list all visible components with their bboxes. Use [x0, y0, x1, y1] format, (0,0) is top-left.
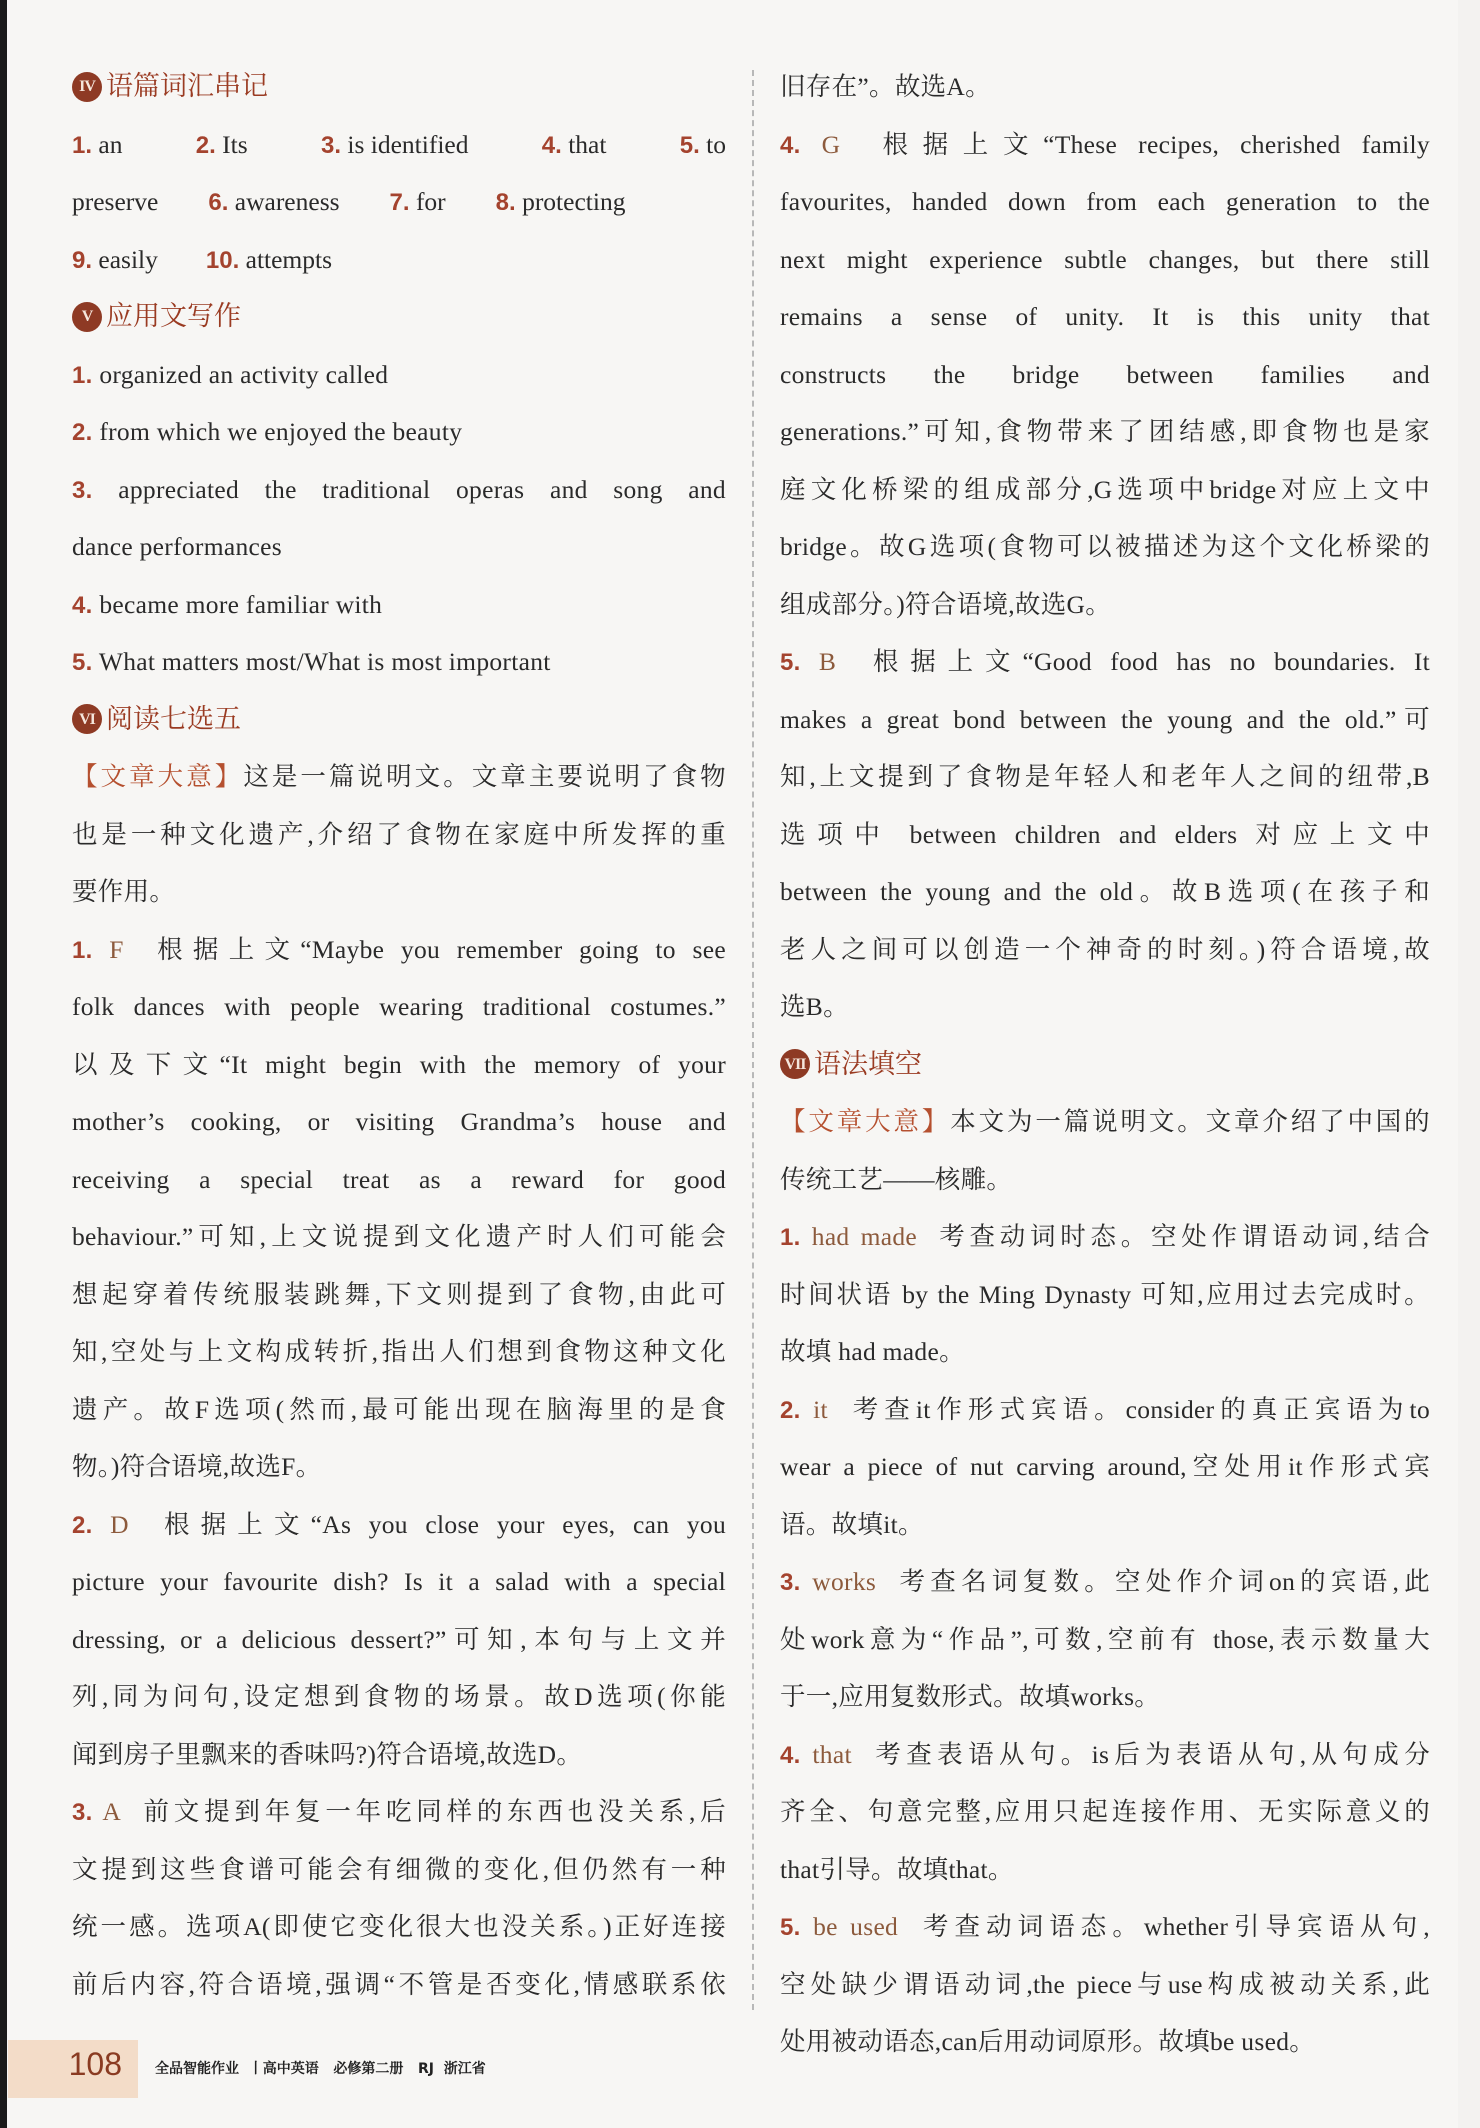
answer-letter: B	[818, 647, 837, 676]
explanation-line: 故填 had made。	[780, 1337, 965, 1366]
explanation-line: receiving a special treat as a reward for good	[72, 1164, 726, 1194]
explanation-line: 统一感。选项A(即使它变化很大也没关系。)正好连接	[72, 1912, 726, 1941]
explanation-line: wear a piece of nut carving around,空处用it作形式宾	[780, 1452, 1430, 1481]
section-vii-heading	[780, 1036, 1430, 1094]
page-number: 108	[68, 2046, 122, 2082]
vocab-item: 5. to	[679, 129, 726, 159]
explanation-line: folk dances with people wearing traditional costumes.”	[72, 992, 726, 1021]
explanation-line: 列,同为问句,设定想到食物的场景。故D选项(你能	[72, 1682, 726, 1711]
explanation-line: 4. G 根据上文“These recipes, cherished family	[780, 129, 1430, 159]
section-v-heading	[72, 288, 726, 346]
explanation-line: 知,空处与上文构成转折,指出人们想到食物这种文化	[72, 1337, 726, 1366]
explanation-line: 前后内容,符合语境,强调“不管是否变化,情感联系依	[72, 1969, 726, 1999]
explanation-line: 知,上文提到了食物是年轻人和老年人之间的纽带,B	[780, 762, 1430, 791]
explanation-line: bridge。故G选项(食物可以被描述为这个文化桥梁的	[780, 532, 1430, 561]
explanation-line: 1. F 根据上文“Maybe you remember going to see	[72, 934, 726, 964]
summary-line: 要作用。	[72, 877, 176, 906]
answer-word: that	[812, 1739, 852, 1769]
writing-answer-continuation: dance performances	[72, 532, 282, 561]
writing-answer-item: 5. What matters most/What is most important	[72, 647, 551, 676]
explanation-line: next might experience subtle changes, but there still	[780, 244, 1430, 274]
explanation-line: constructs the bridge between families and	[780, 359, 1430, 389]
explanation-line: 文提到这些食谱可能会有细微的变化,但仍然有一种	[72, 1854, 726, 1884]
explanation-line: 旧存在”。故选A。	[780, 72, 991, 101]
section-title: 语篇词汇串记	[106, 71, 268, 102]
roman-numeral-badge-icon: VI	[72, 704, 102, 734]
explanation-line: 2. it 考查it作形式宾语。consider的真正宾语为to	[780, 1394, 1430, 1424]
vocab-item: 2. Its	[195, 129, 248, 159]
explanation-line: 时间状语 by the Ming Dynasty 可知,应用过去完成时。	[780, 1279, 1430, 1309]
summary-line: 传统工艺——核雕。	[780, 1164, 1013, 1194]
section-iv-heading	[72, 58, 726, 116]
right-column	[780, 58, 1430, 2071]
left-column	[72, 58, 726, 2013]
explanation-line: 遗产。故F选项(然而,最可能出现在脑海里的是食	[72, 1394, 726, 1424]
explanation-line: 2. D 根据上文“As you close your eyes, can you	[72, 1509, 726, 1539]
page-footer	[0, 2040, 1480, 2100]
explanation-line: 选B。	[780, 992, 849, 1021]
vocab-item: 8. protecting	[495, 187, 626, 216]
explanation-line: 5. be used 考查动词语态。whether引导宾语从句,	[780, 1912, 1430, 1941]
explanation-line: dressing, or a delicious dessert?”可知,本句与上文并	[72, 1624, 726, 1654]
explanation-line: 想起穿着传统服装跳舞,下文则提到了食物,由此可	[72, 1279, 726, 1309]
explanation-line: 1. had made 考查动词时态。空处作谓语动词,结合	[780, 1222, 1430, 1251]
vocab-item: 10. attempts	[205, 244, 333, 274]
explanation-line: 处用被动语态,can后用动词原形。故填be used。	[780, 2027, 1316, 2056]
explanation-line: 选项中 between children and elders 对应上文中	[780, 819, 1430, 849]
vocab-answer-row	[72, 231, 726, 289]
answer-letter: A	[102, 1797, 122, 1826]
page-number-box	[8, 2040, 138, 2098]
explanation-line: 闻到房子里飘来的香味吗?)符合语境,故选D。	[72, 1739, 583, 1769]
summary-tag: 【文章大意】	[72, 762, 244, 791]
explanation-line: 组成部分。)符合语境,故选G。	[780, 589, 1112, 619]
explanation-line: 庭文化桥梁的组成部分,G选项中bridge对应上文中	[780, 474, 1430, 504]
explanation-line: 3. works 考查名词复数。空处作介词on的宾语,此	[780, 1567, 1430, 1596]
summary-line: 【文章大意】这是一篇说明文。文章主要说明了食物	[72, 762, 726, 791]
roman-numeral-badge-icon: V	[72, 302, 102, 332]
answer-word: works	[812, 1567, 877, 1596]
vocab-item: 6. awareness	[208, 187, 340, 216]
vocab-answer-row	[72, 173, 726, 231]
book-info: 全品智能作业 丨高中英语 必修第二册 RJ 浙江省	[155, 2061, 486, 2077]
explanation-line: favourites, handed down from each generation to the	[780, 187, 1430, 216]
section-title: 语法填空	[814, 1048, 922, 1080]
answer-word: it	[813, 1394, 828, 1424]
explanation-line: 于一,应用复数形式。故填works。	[780, 1682, 1161, 1711]
vocab-item: 7. for	[389, 187, 446, 216]
vocab-item: 4. that	[541, 129, 607, 159]
writing-answer-item: 2. from which we enjoyed the beauty	[72, 417, 463, 446]
roman-numeral-badge-icon: IV	[72, 72, 102, 102]
roman-numeral-badge-icon: VII	[780, 1049, 810, 1079]
explanation-line: remains a sense of unity. It is this unity that	[780, 302, 1430, 331]
explanation-line: 3. A 前文提到年复一年吃同样的东西也没关系,后	[72, 1797, 726, 1826]
summary-line: 也是一种文化遗产,介绍了食物在家庭中所发挥的重	[72, 819, 726, 849]
explanation-line: 5. B 根据上文“Good food has no boundaries. It	[780, 647, 1431, 676]
section-title: 阅读七选五	[106, 703, 241, 735]
summary-line: 【文章大意】本文为一篇说明文。文章介绍了中国的	[780, 1107, 1430, 1136]
vocab-answer-row	[72, 116, 726, 174]
explanation-line: mother’s cooking, or visiting Grandma’s house and	[72, 1107, 726, 1136]
explanation-line: picture your favourite dish? Is it a salad with a special	[72, 1567, 726, 1596]
answer-word: be used	[813, 1912, 899, 1941]
explanation-line: makes a great bond between the young and the old.”可	[780, 704, 1430, 734]
vocab-item: 1. an	[72, 129, 123, 159]
summary-tag: 【文章大意】	[780, 1107, 951, 1136]
explanation-line: 老人之间可以创造一个神奇的时刻。)符合语境,故	[780, 934, 1430, 964]
answer-word: had made	[811, 1222, 918, 1251]
explanation-line: 4. that 考查表语从句。is后为表语从句,从句成分	[780, 1739, 1430, 1769]
vocab-item: 3. is identified	[320, 129, 469, 159]
section-title: 应用文写作	[106, 301, 241, 332]
section-vi-heading	[72, 691, 726, 749]
explanation-line: that引导。故填that。	[780, 1854, 1014, 1884]
answer-letter: G	[821, 129, 841, 159]
column-divider	[752, 70, 754, 2010]
explanation-line: 处work意为“作品”,可数,空前有 those,表示数量大	[780, 1624, 1430, 1654]
explanation-line: 以及下文“It might begin with the memory of your	[72, 1049, 726, 1079]
vocab-item: 9. easily	[72, 244, 158, 274]
explanation-line: behaviour.”可知,上文说提到文化遗产时人们可能会	[72, 1222, 726, 1251]
writing-answer-item: 3. appreciated the traditional operas and song and	[72, 474, 726, 504]
vocab-item: preserve	[72, 187, 159, 216]
explanation-line: 空处缺少谓语动词,the piece与use构成被动关系,此	[780, 1969, 1430, 1999]
explanation-line: 齐全、句意完整,应用只起连接作用、无实际意义的	[780, 1797, 1430, 1826]
writing-answer-item: 4. became more familiar with	[72, 589, 383, 619]
answer-letter: F	[109, 934, 124, 964]
explanation-line: 物。)符合语境,故选F。	[72, 1452, 322, 1481]
writing-answer-item: 1. organized an activity called	[72, 359, 389, 389]
explanation-line: between the young and the old。故B选项(在孩子和	[780, 877, 1430, 906]
explanation-line: generations.”可知,食物带来了团结感,即食物也是家	[780, 417, 1430, 446]
answer-letter: D	[110, 1509, 129, 1539]
explanation-line: 语。故填it。	[780, 1509, 924, 1539]
